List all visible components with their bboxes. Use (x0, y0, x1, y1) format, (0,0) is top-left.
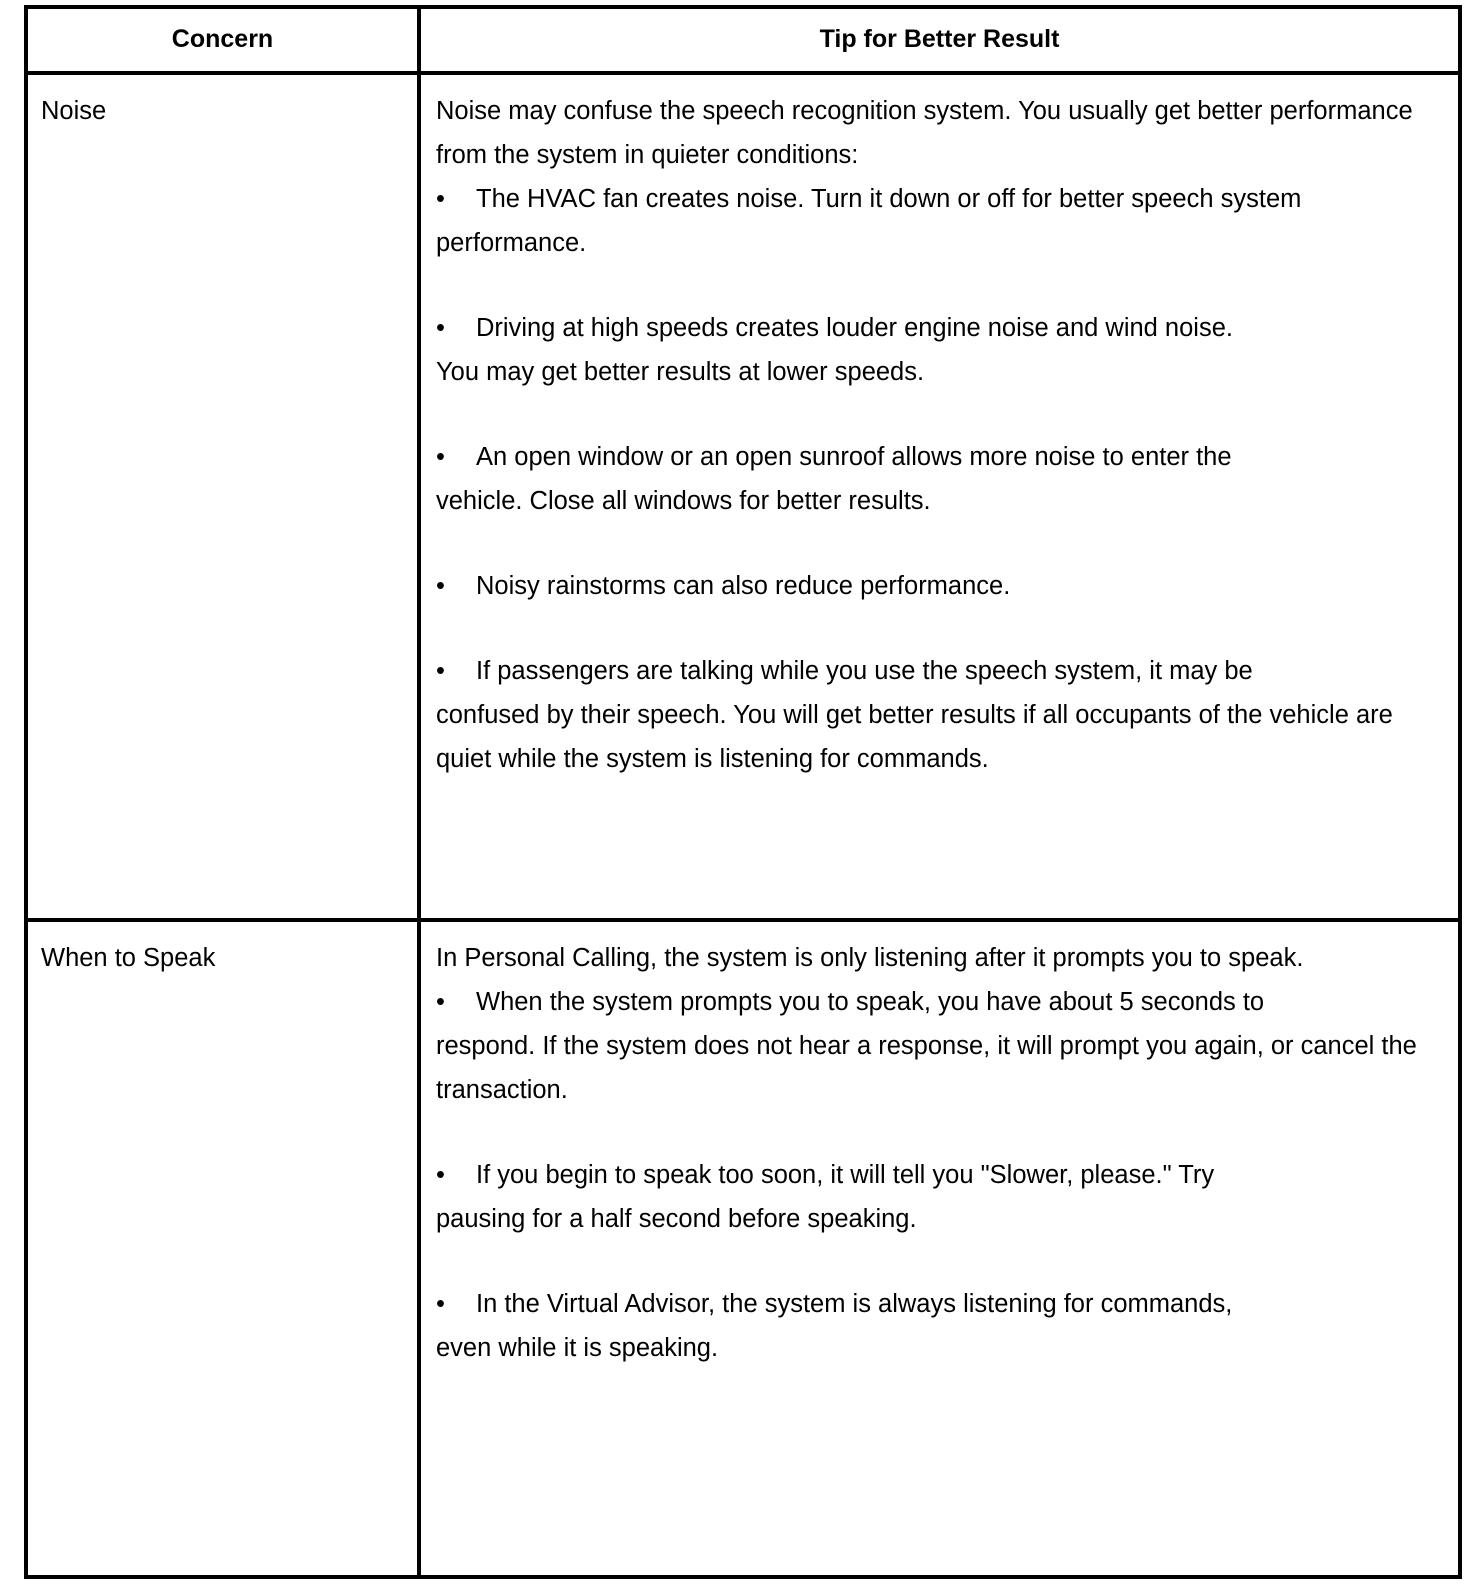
row-noise-concern: Noise (41, 97, 107, 125)
tip-bullet: • In the Virtual Advisor, the system is always listening for commands, even while it is speaking. (436, 1282, 1436, 1370)
tip-bullet: • The HVAC fan creates noise. Turn it down or off for better speech system performance. (436, 177, 1436, 265)
tip-intro: Noise may confuse the speech recognition system. You usually get better performance from the system in quieter conditions: (436, 97, 1413, 169)
tip-bullet: • Noisy rainstorms can also reduce performance. (436, 564, 1436, 608)
bullet-marker: • (436, 988, 445, 1016)
row-when-to-speak-tip (436, 936, 1436, 1370)
bullet-marker: • (436, 572, 445, 600)
tip-bullet: • If you begin to speak too soon, it will tell you "Slower, please." Try pausing for a half second before speaking. (436, 1153, 1436, 1241)
row-noise-tip (436, 89, 1436, 781)
bullet-marker: • (436, 443, 445, 471)
tip-bullet: • Driving at high speeds creates louder engine noise and wind noise. You may get better results at lower speeds. (436, 306, 1436, 394)
tip-bullet: • An open window or an open sunroof allows more noise to enter the vehicle. Close all windows for better results. (436, 435, 1436, 523)
tip-bullet: • When the system prompts you to speak, you have about 5 seconds to respond. If the system does not hear a response, it will prompt you again, or cancel the transaction. (436, 980, 1436, 1112)
bullet-marker: • (436, 314, 445, 342)
tip-bullet: • If passengers are talking while you use the speech system, it may be confused by their speech. You will get better results if all occupants of the vehicle are quiet while the system is listening for commands. (436, 649, 1436, 781)
header-concern: Concern (171, 24, 274, 53)
bullet-marker: • (436, 657, 445, 685)
bullet-marker: • (436, 1290, 445, 1318)
row-when-to-speak-concern: When to Speak (41, 944, 216, 972)
header-tip: Tip for Better Result (819, 24, 1060, 53)
tip-intro: In Personal Calling, the system is only listening after it prompts you to speak. (436, 944, 1304, 972)
bullet-marker: • (436, 185, 445, 213)
column-divider (417, 5, 421, 1579)
row-divider (24, 918, 1462, 922)
bullet-marker: • (436, 1161, 445, 1189)
